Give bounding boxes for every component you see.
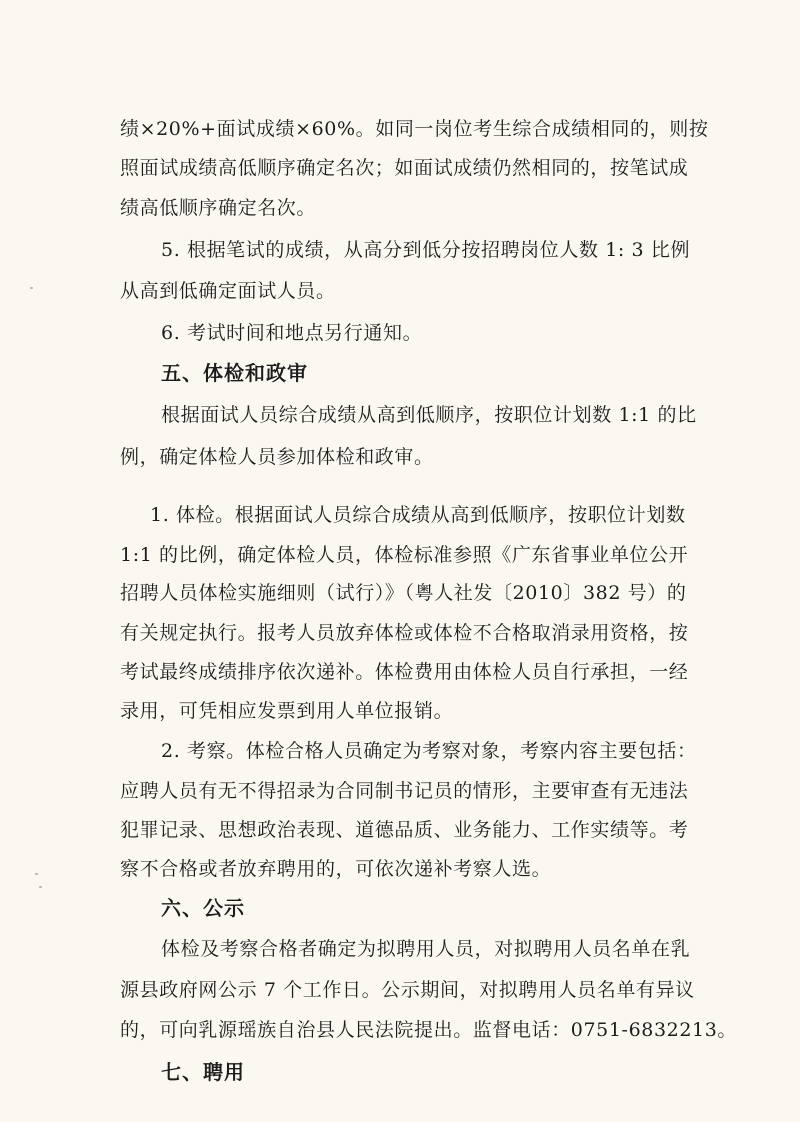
- paragraph-line: 照面试成绩高低顺序确定名次；如面试成绩仍然相同的，按笔试成: [120, 157, 689, 179]
- paragraph-line: 绩高低顺序确定名次。: [120, 197, 317, 219]
- paragraph-line: 的，可向乳源瑶族自治县人民法院提出。监督电话：0751-6832213。: [120, 1019, 737, 1041]
- paragraph-line: 绩×20%+面试成绩×60%。如同一岗位考生综合成绩相同的，则按: [120, 118, 709, 140]
- paragraph-line: 录用，可凭相应发票到用人单位报销。: [120, 700, 454, 722]
- paragraph-line: 5. 根据笔试的成绩，从高分到低分按招聘岗位人数 1: 3 比例: [161, 239, 691, 261]
- scan-speck: [30, 287, 33, 289]
- paragraph-line: 招聘人员体检实施细则（试行）》（粤人社发〔2010〕382 号）的: [120, 582, 687, 604]
- scan-speck: [35, 873, 38, 875]
- paragraph-line: 有关规定执行。报考人员放弃体检或体检不合格取消录用资格，按: [120, 622, 689, 644]
- paragraph-line: 6. 考试时间和地点另行通知。: [161, 322, 423, 344]
- paragraph-line: 例，确定体检人员参加体检和政审。: [120, 446, 434, 468]
- section-heading-seven: 七、聘用: [161, 1060, 245, 1084]
- paragraph-line: 考试最终成绩排序依次递补。体检费用由体检人员自行承担，一经: [120, 661, 689, 683]
- paragraph-line: 应聘人员有无不得招录为合同制书记员的情形，主要审查有无违法: [120, 780, 689, 802]
- paragraph-line: 体检及考察合格者确定为拟聘用人员，对拟聘用人员名单在乳: [161, 938, 691, 960]
- section-heading-six: 六、公示: [161, 896, 245, 920]
- paragraph-line: 2. 考察。体检合格人员确定为考察对象，考察内容主要包括：: [161, 740, 697, 762]
- paragraph-line: 1. 体检。根据面试人员综合成绩从高到低顺序，按职位计划数: [150, 504, 686, 526]
- paragraph-line: 犯罪记录、思想政治表现、道德品质、业务能力、工作实绩等。考: [120, 819, 689, 841]
- paragraph-line: 从高到低确定面试人员。: [120, 280, 336, 302]
- paragraph-line: 1:1 的比例，确定体检人员，体检标准参照《广东省事业单位公开: [120, 544, 689, 566]
- paragraph-line: 根据面试人员综合成绩从高到低顺序，按职位计划数 1:1 的比: [161, 404, 697, 426]
- paragraph-line: 察不合格或者放弃聘用的，可依次递补考察人选。: [120, 858, 552, 880]
- scan-speck: [39, 886, 42, 888]
- section-heading-five: 五、体检和政审: [161, 361, 308, 385]
- paragraph-line: 源县政府网公示 7 个工作日。公示期间，对拟聘用人员名单有异议: [120, 979, 695, 1001]
